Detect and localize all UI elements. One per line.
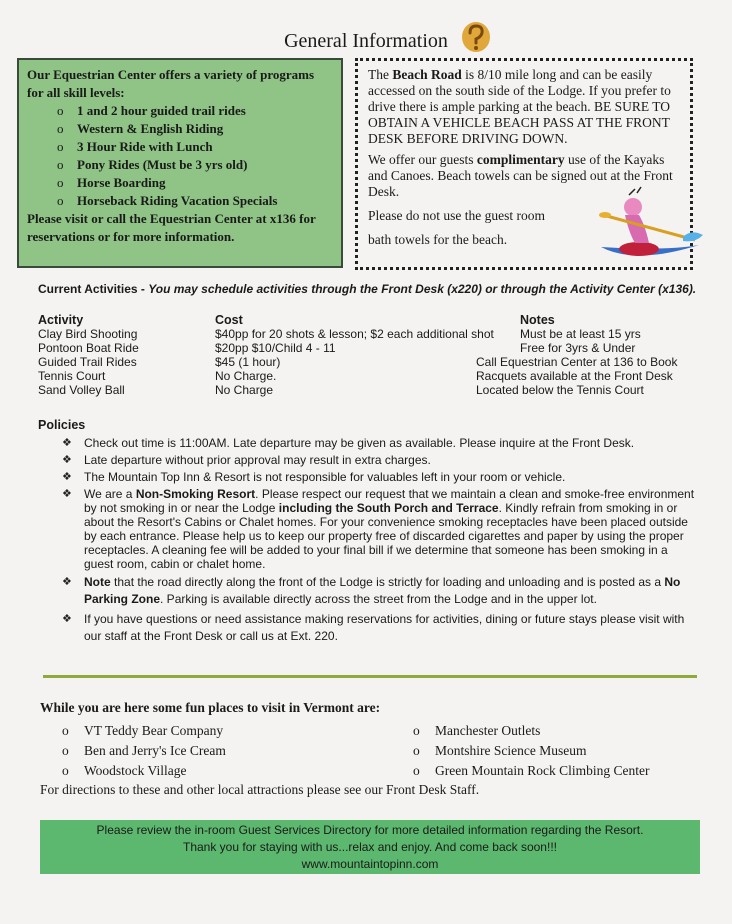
list-item: o VT Teddy Bear Company — [62, 721, 226, 741]
list-item: o Manchester Outlets — [413, 721, 649, 741]
policies-heading: Policies — [38, 418, 86, 432]
diamond-bullet-icon: ❖ — [62, 437, 72, 449]
diamond-bullet-icon: ❖ — [62, 576, 72, 588]
list-item: o Montshire Science Museum — [413, 741, 649, 761]
policies-list — [62, 436, 698, 648]
list-item: ❖ Late departure without prior approval may result in extra charges. — [62, 453, 431, 467]
table-row: Tennis Court No Charge. Racquets available at the Front Desk — [38, 369, 673, 383]
column-header: Cost — [215, 313, 243, 327]
column-header: Activity — [38, 313, 84, 327]
table-row: Sand Volley Ball No Charge Located below the Tennis Court — [38, 383, 644, 397]
activities-table — [38, 313, 718, 397]
attractions-list-left — [62, 721, 226, 781]
list-item: o Horseback Riding Vacation Specials — [57, 192, 333, 210]
list-item: ❖ If you have questions or need assistance making reservations for activities, dining or future stays please visit with our staff at the Front Desk or call us at Ext. 220. — [62, 612, 685, 643]
equestrian-center-box — [17, 58, 343, 268]
directions-text: For directions to these and other local attractions please see our Front Desk Staff. — [40, 782, 480, 797]
list-item: ❖ We are a Non-Smoking Resort. Please respect our request that we maintain a clean and smoke-free environment by not smoking in or near the Lodge including the South Porch and Terrace. Kindly refrain from smoking in or about the Resort's Cabins or Chalet homes. For your convenience smoking receptacles have been placed outside by each entrance. Please help us to keep our property free of discarded cigarettes and paper by using the proper receptacles. A cleaning fee will be added to your final bill if we determine that someone has been smoking in a guest room, cabin or chalet home. — [62, 487, 695, 571]
page-title: General Information — [284, 30, 448, 52]
footer-line: Please review the in-room Guest Services Directory for more detailed information regarding the Resort. — [96, 823, 644, 837]
list-item: o Horse Boarding — [57, 174, 333, 192]
diamond-bullet-icon: ❖ — [62, 454, 72, 466]
list-item: ❖ Check out time is 11:00AM. Late departure may be given as available. Please inquire at the Front Desk. — [62, 436, 635, 450]
equestrian-intro: Our Equestrian Center offers a variety of programs for all skill levels: — [27, 67, 315, 100]
question-mark-icon — [460, 20, 492, 54]
list-item: o 3 Hour Ride with Lunch — [57, 138, 333, 156]
list-item: o Woodstock Village — [62, 761, 226, 781]
current-activities-heading: Current Activities - You may schedule activities through the Front Desk (x220) or through the Activity Center (x136). — [38, 282, 697, 296]
column-header: Notes — [520, 313, 555, 327]
list-item: o Ben and Jerry's Ice Cream — [62, 741, 226, 761]
footer-banner — [40, 820, 700, 874]
list-item: o 1 and 2 hour guided trail rides — [57, 102, 333, 120]
equestrian-contact: Please visit or call the Equestrian Center at x136 for reservations or for more information. — [27, 211, 316, 244]
list-item: o Pony Rides (Must be 3 yrs old) — [57, 156, 333, 174]
table-row: Guided Trail Rides $45 (1 hour) Call Equestrian Center at 136 to Book — [38, 355, 678, 369]
attractions-list-right — [413, 721, 649, 781]
beach-road-text: The Beach Road is 8/10 mile long and can be easily accessed on the south side of the Lodge. If you prefer to drive there is ample parking at the beach. BE SURE TO OBTAIN A VEHICLE BEACH PASS AT THE FRONT DESK BEFORE DRIVING DOWN. — [368, 67, 671, 146]
visit-heading: While you are here some fun places to visit in Vermont are: — [40, 700, 381, 715]
diamond-bullet-icon: ❖ — [62, 471, 72, 483]
list-item: ❖ The Mountain Top Inn & Resort is not responsible for valuables left in your room or vehicle. — [62, 470, 566, 484]
equestrian-programs-list — [27, 102, 333, 210]
list-item: o Western & English Riding — [57, 120, 333, 138]
list-item: o Green Mountain Rock Climbing Center — [413, 761, 649, 781]
table-header — [38, 313, 718, 327]
table-row: Clay Bird Shooting $40pp for 20 shots & lesson; $2 each additional shot Must be at least 15 yrs — [38, 327, 641, 341]
section-divider — [43, 675, 697, 678]
table-row: Pontoon Boat Ride $20pp $10/Child 4 - 11 Free for 3yrs & Under — [38, 341, 636, 355]
towel-text: Please do not use the guest room bath towels for the beach. — [368, 208, 545, 247]
footer-line: Thank you for staying with us...relax and enjoy. And come back soon!!! — [183, 840, 557, 854]
website-link[interactable]: www.mountaintopinn.com — [301, 857, 439, 871]
diamond-bullet-icon: ❖ — [62, 488, 72, 500]
kayaker-illustration-icon — [595, 185, 707, 275]
kayak-text: We offer our guests complimentary use of the Kayaks and Canoes. Beach towels can be signed out at the Front Desk. — [368, 152, 673, 199]
list-item: ❖ Note that the road directly along the front of the Lodge is strictly for loading and unloading and is posted as a No Parking Zone. Parking is available directly across the street from the Lodge and in the upper lot. — [62, 575, 681, 606]
diamond-bullet-icon: ❖ — [62, 613, 72, 625]
